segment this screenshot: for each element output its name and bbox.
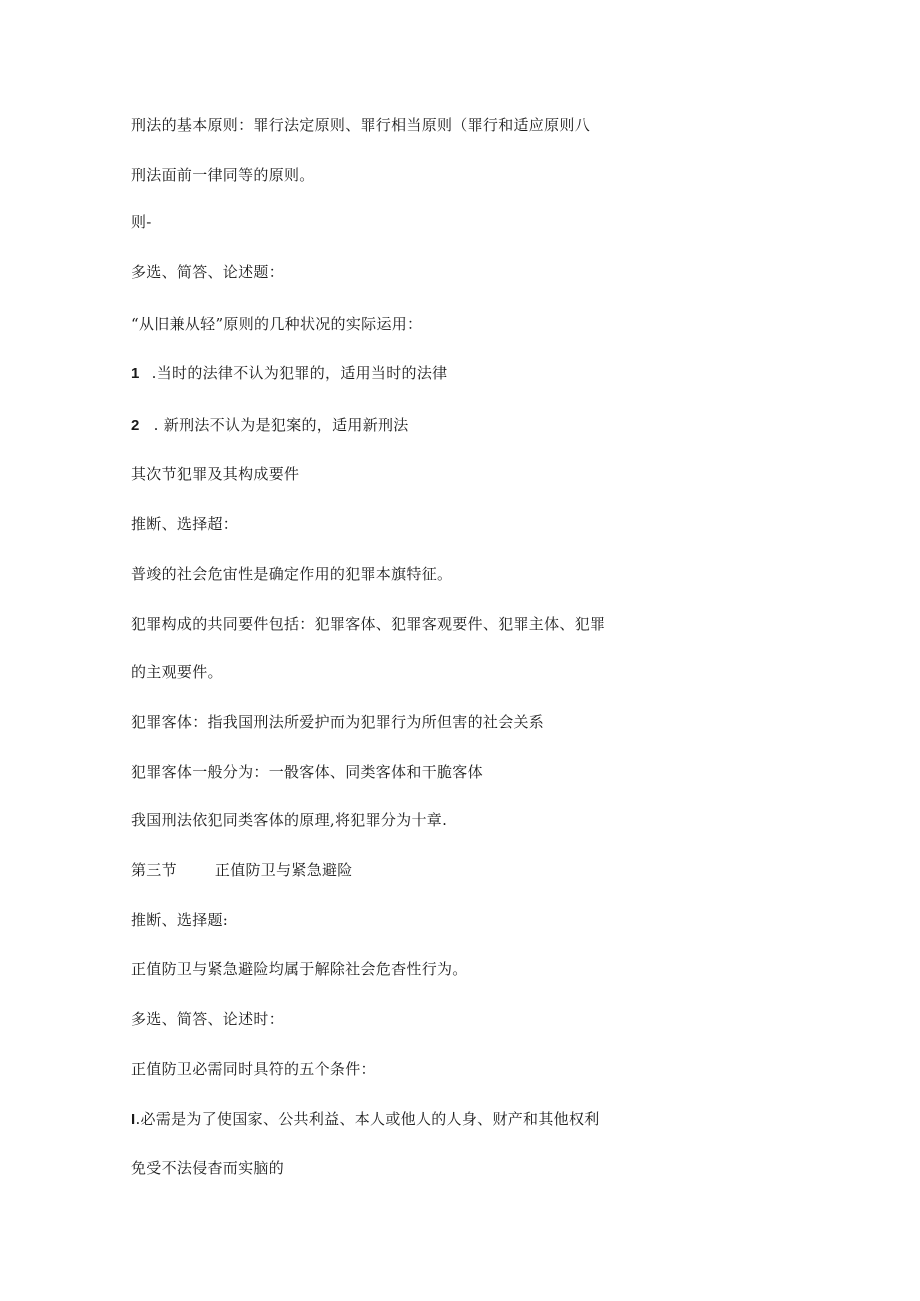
question-type-heading-4: 多选、简答、论述时： [131, 1010, 285, 1028]
section-title: 正值防卫与紧急避险 [214, 861, 353, 879]
paragraph-defense: 正值防卫与紧急避险均属于解除社会危杳性行为。 [131, 960, 468, 978]
paragraph-elements-cont: 的主观要件。 [131, 663, 223, 681]
section-heading-2: 其次节犯罪及其构成要件 [131, 465, 300, 483]
question-type-heading-2: 推断、选择超： [131, 515, 239, 533]
question-type-heading-3: 推断、选择题: [131, 911, 229, 929]
paragraph-conditions: 正值防卫必需同时具符的五个条件： [131, 1060, 376, 1078]
list-item-3 [131, 1109, 600, 1130]
paragraph-object: 犯罪客体：指我国刑法所爱护而为犯罪行为所但害的社会关系 [131, 713, 545, 731]
list-item-1-text: .当时的法律不认为犯罪的，适用当时的法律 [151, 364, 448, 382]
question-type-heading: 多选、简答、论述题： [131, 263, 285, 281]
list-item-3-text: .必需是为了使国家、公共利益、本人或他人的人身、财产和其他权利 [135, 1110, 600, 1128]
list-number-1: 1 [131, 365, 140, 382]
list-item-3-cont: 免受不法侵杳而实脑的 [131, 1159, 285, 1177]
paragraph-object-types: 犯罪客体一般分为：一骰客体、同类客体和干脆客体 [131, 763, 483, 781]
paragraph-retroactivity: “从旧兼从轻”原则的几种状况的实际运用： [131, 315, 423, 333]
paragraph-principles-cont: 刑法面前一律同等的原则。 [131, 166, 315, 184]
list-item-1 [131, 363, 447, 384]
list-item-2 [131, 415, 409, 436]
list-item-2-text: . 新刑法不认为是犯案的，适用新刑法 [153, 416, 409, 434]
paragraph-chapters: 我国刑法依犯同类客体的原理,将犯罪分为十章. [131, 811, 448, 829]
paragraph-elements: 犯罪构成的共同要件包括：犯罪客体、犯罪客观要件、犯罪主体、犯罪 [131, 615, 606, 633]
list-number-3: I [131, 1111, 136, 1128]
paragraph-principles: 刑法的基本原则：罪行法定原则、罪行相当原则（罪行和适应原则八 [131, 116, 591, 134]
paragraph-fragment: 则- [131, 213, 152, 231]
paragraph-harm: 普竣的社会危宙性是确定作用的犯罪本旗特征。 [131, 565, 453, 583]
section-number: 第三节 [131, 861, 177, 879]
list-number-2: 2 [131, 417, 140, 434]
section-heading-3 [131, 860, 353, 880]
